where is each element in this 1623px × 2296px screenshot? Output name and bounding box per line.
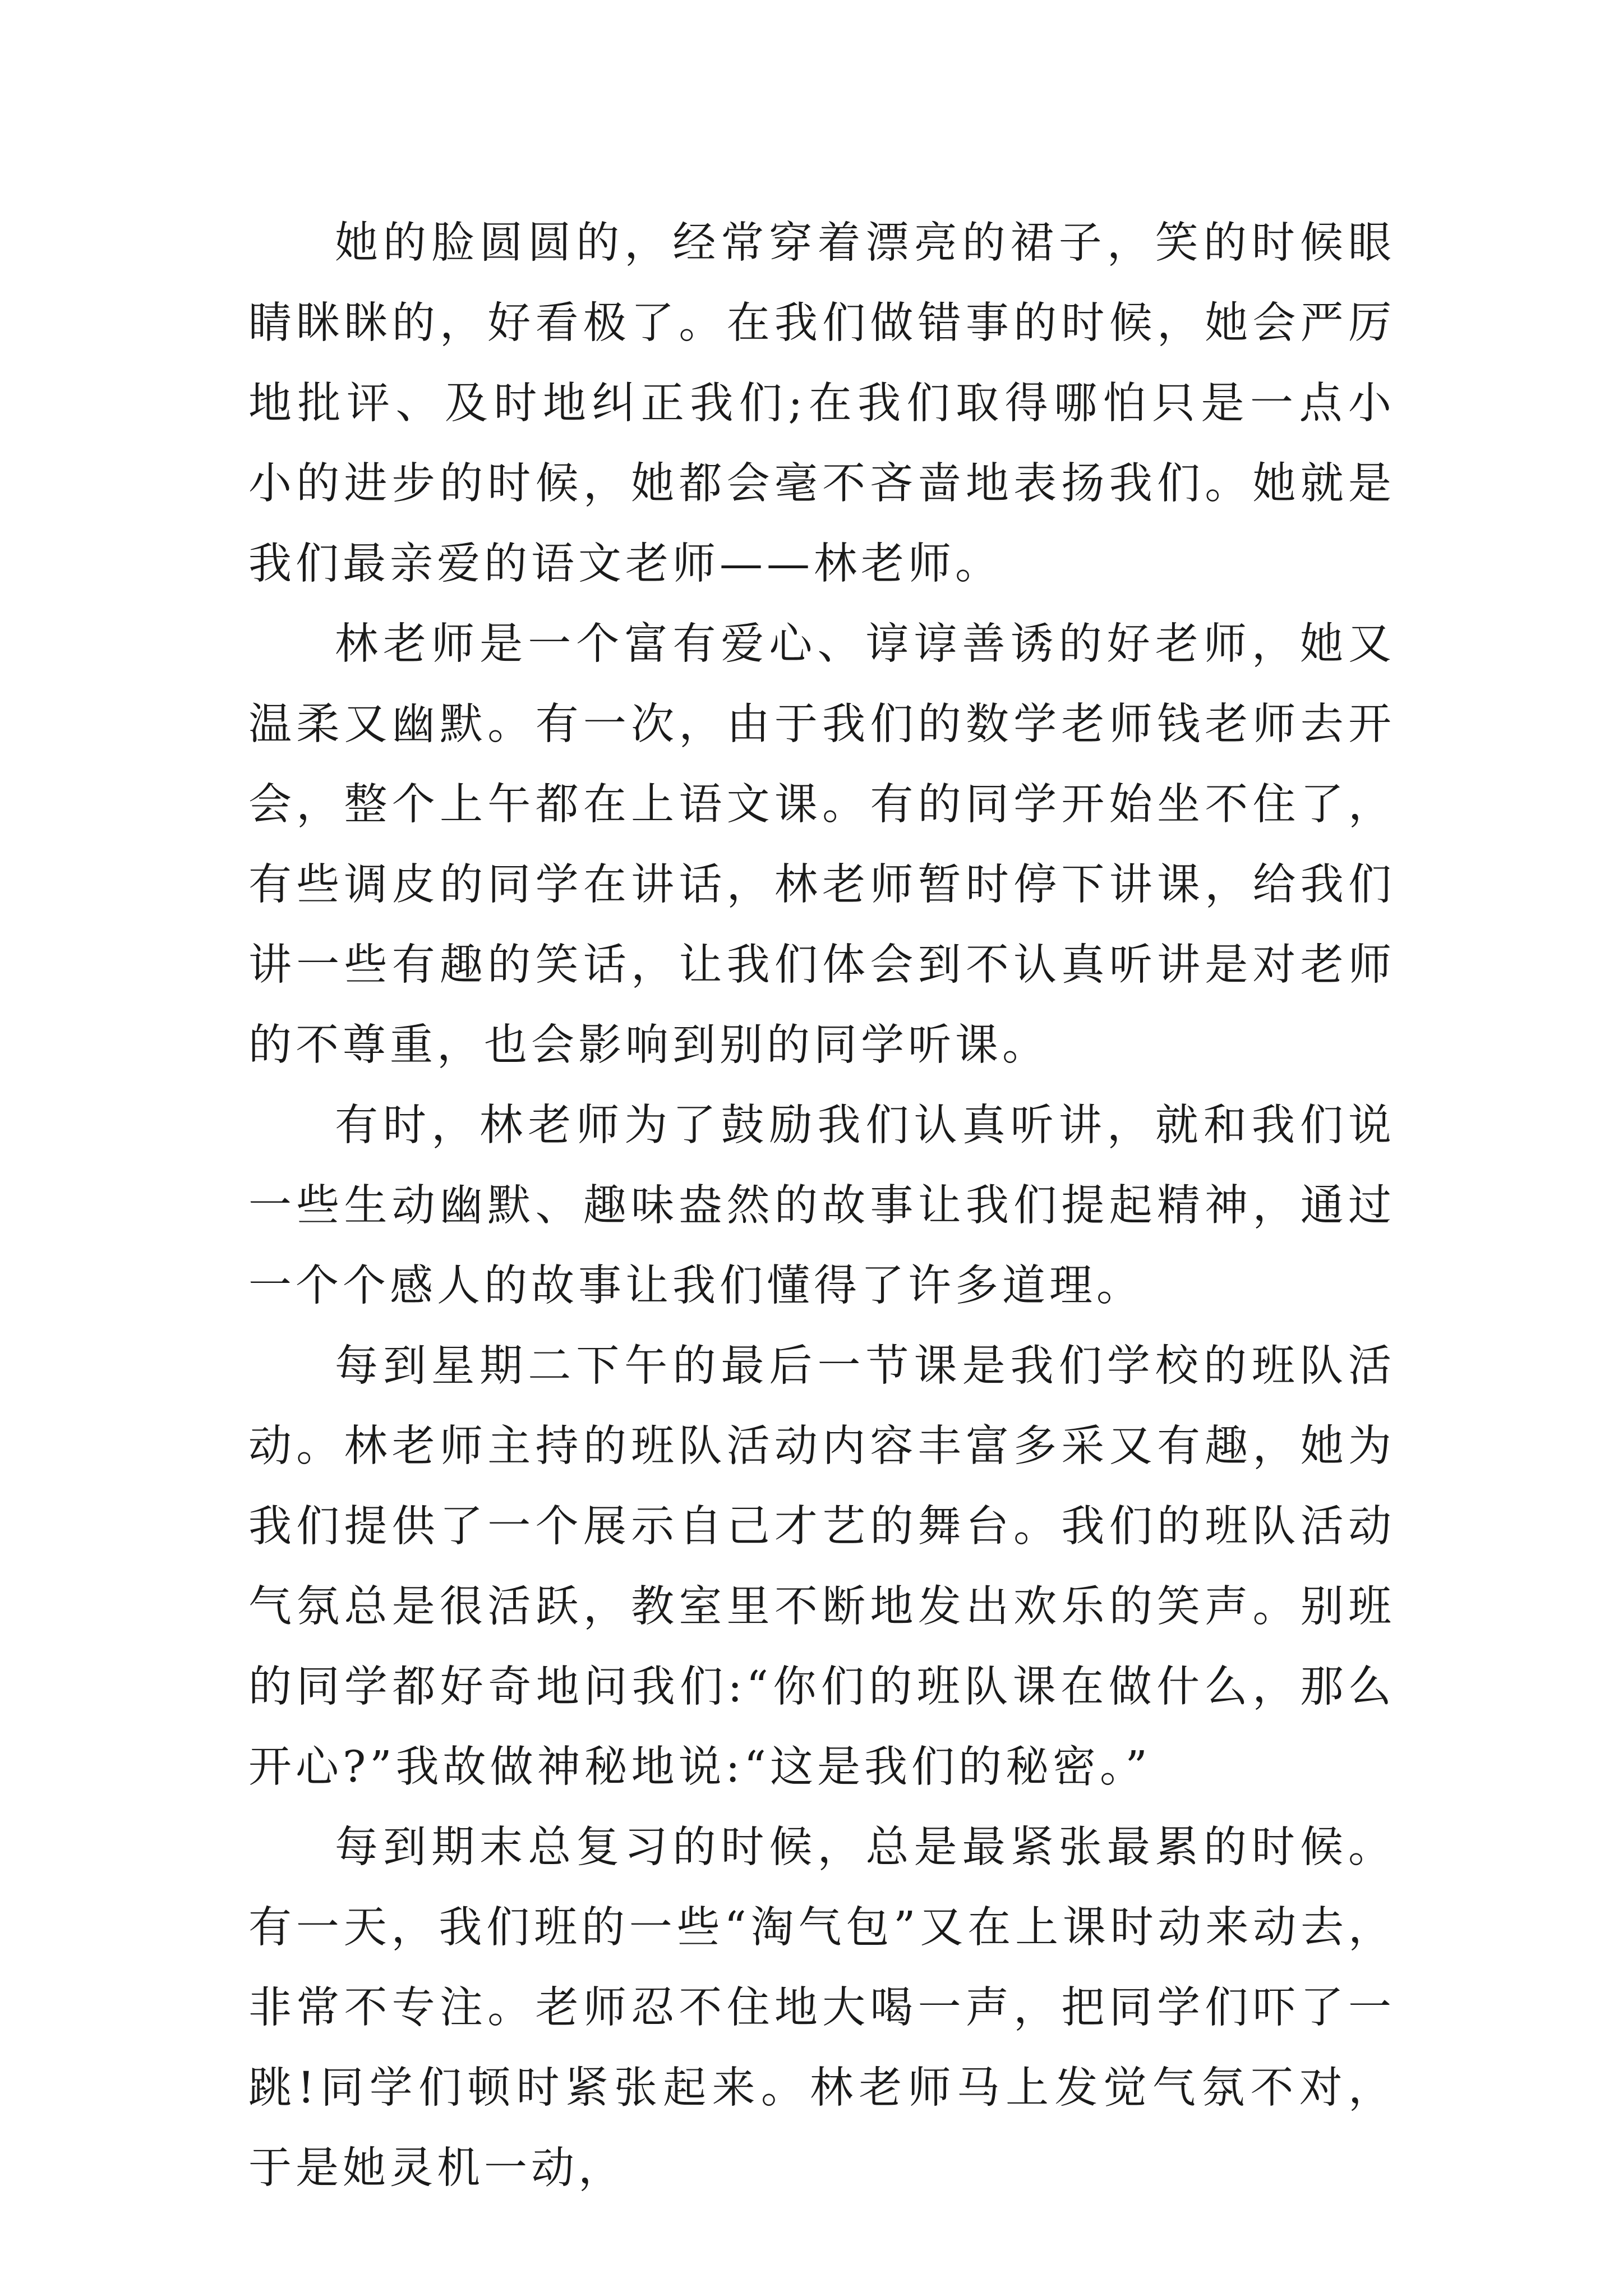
paragraph-2: 林老师是一个富有爱心、谆谆善诱的好老师，她又温柔又幽默。有一次，由于我们的数学老师钱老师去开会，整个上午都在上语文课。有的同学开始坐不住了，有些调皮的同学在讲话，林老师暂时停下讲课，给我们讲一些有趣的笑话，让我们体会到不认真听讲是对老师的不尊重，也会影响到别的同学听课。 bbox=[248, 619, 1395, 1070]
essay-body bbox=[248, 203, 1395, 2208]
paragraph-3: 有时，林老师为了鼓励我们认真听讲，就和我们说一些生动幽默、趣味盎然的故事让我们提起精神，通过一个个感人的故事让我们懂得了许多道理。 bbox=[248, 1101, 1395, 1311]
paragraph-1: 她的脸圆圆的，经常穿着漂亮的裙子，笑的时候眼睛眯眯的，好看极了。在我们做错事的时候，她会严厉地批评、及时地纠正我们;在我们取得哪怕只是一点小小的进步的时候，她都会毫不吝啬地表扬我们。她就是我们最亲爱的语文老师——林老师。 bbox=[248, 218, 1395, 589]
paragraph-4: 每到星期二下午的最后一节课是我们学校的班队活动。林老师主持的班队活动内容丰富多采又有趣，她为我们提供了一个展示自己才艺的舞台。我们的班队活动气氛总是很活跃，教室里不断地发出欢乐的笑声。别班的同学都好奇地问我们:“你们的班队课在做什么，那么开心?”我故做神秘地说:“这是我们的秘密。” bbox=[248, 1341, 1395, 1792]
paragraph-5: 每到期末总复习的时候，总是最紧张最累的时候。有一天，我们班的一些“淘气包”又在上课时动来动去，非常不专注。老师忍不住地大喝一声，把同学们吓了一跳!同学们顿时紧张起来。林老师马上发觉气氛不对，于是她灵机一动， bbox=[248, 1823, 1395, 2193]
